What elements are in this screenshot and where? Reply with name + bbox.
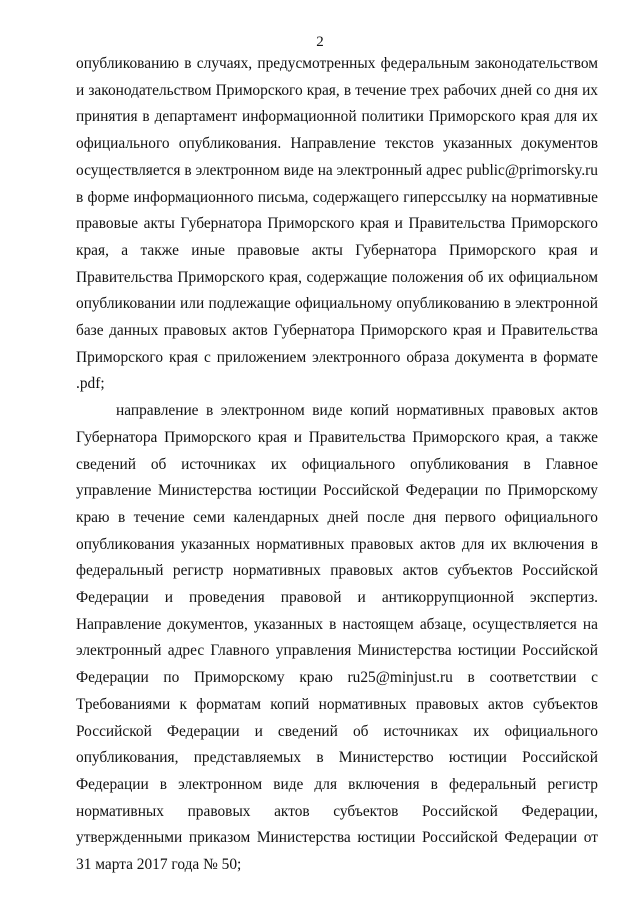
page-number: 2 (316, 34, 324, 50)
document-body (76, 51, 598, 879)
paragraph-minjust-registration: направление в электронном виде копий нормативных правовых актов Губернатора Приморского края и Правительства Приморского края, а также сведений об источниках их официального опубликования в Главное управление Министерства юстиции Российской Федерации по Приморскому краю в течение семи календарных дней после дня первого официального опубликования указанных нормативных правовых актов для их включения в федеральный регистр нормативных правовых актов субъектов Российской Федерации и проведения правовой и антикоррупционной экспертиз. Направление документов, указанных в настоящем абзаце, осуществляется на электронный адрес Главного управления Министерства юстиции Российской Федерации по Приморскому краю ru25@minjust.ru в соответствии с Требованиями к форматам копий нормативных правовых актов субъектов Российской Федерации и сведений об источниках их официального опубликования, представляемых в Министерство юстиции Российской Федерации в электронном виде для включения в федеральный регистр нормативных правовых актов субъектов Российской Федерации, утвержденными приказом Министерства юстиции Российской Федерации от 31 марта 2017 года № 50; (76, 402, 598, 874)
paragraph-continuation: опубликованию в случаях, предусмотренных федеральным законодательством и законодательством Приморского края, в течение трех рабочих дней со дня их принятия в департамент информационной политики Приморского края для их официального опубликования. Направление текстов указанных документов осуществляется в электронном виде на электронный адрес public@primorsky.ru в форме информационного письма, содержащего гиперссылку на нормативные правовые акты Губернатора Приморского края и Правительства Приморского края, а также иные правовые акты Губернатора Приморского края и Правительства Приморского края, содержащие положения об их официальном опубликовании или подлежащие официальному опубликованию в электронной базе данных правовых актов Губернатора Приморского края и Правительства Приморского края с приложением электронного образа документа в формате .pdf; (76, 55, 598, 393)
